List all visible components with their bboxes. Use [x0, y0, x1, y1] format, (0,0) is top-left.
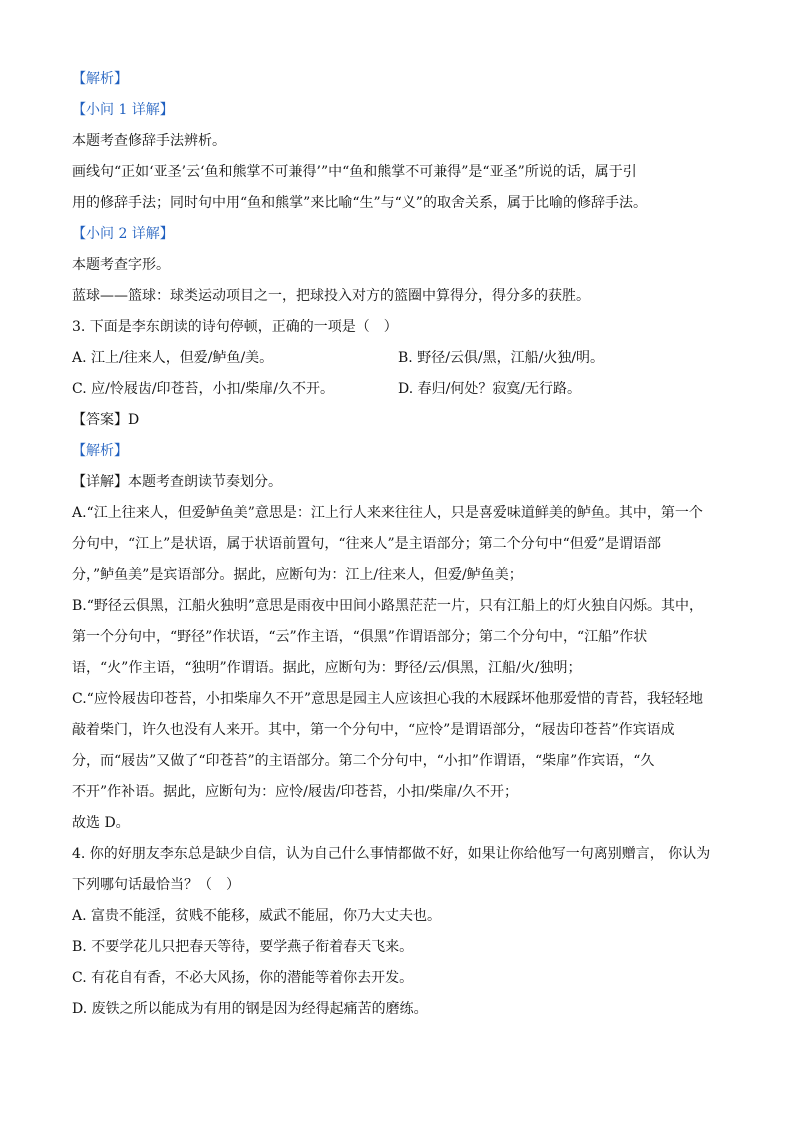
paragraph-line: 本题考查修辞手法辨析。: [72, 133, 226, 149]
paragraph-line: 蓝球——篮球：球类运动项目之一，把球投入对方的篮圈中算得分，得分多的获胜。: [72, 288, 590, 304]
detail-line: 分，而“屐齿”又做了“印苍苔”的主语部分。第二个分句中，“小扣”作谓语，“柴扉”作宾语，“久: [72, 753, 655, 769]
question-3-options-row-1: [72, 343, 724, 374]
question-3-option-c: C. 应/怜屐齿/印苍苔，小扣/柴扉/久不开。: [72, 381, 334, 397]
paragraph-line: 用的修辞手法；同时句中用“鱼和熊掌”来比喻“生”与“义”的取舍关系，属于比喻的修辞手法。: [72, 195, 647, 211]
detail-line: A.“江上往来人，但爱鲈鱼美”意思是：江上行人来来往往人，只是喜爱味道鲜美的鲈鱼。其中，第一个: [72, 505, 703, 521]
detail-line: 不开”作补语。据此，应断句为：应怜/屐齿/印苍苔，小扣/柴扉/久不开；: [72, 784, 519, 800]
detail-line: 分句中，“江上”是状语，属于状语前置句，“往来人”是主语部分；第二个分句中“但爱”是谓语部: [72, 536, 661, 552]
question-3-answer: 【答案】D: [72, 412, 140, 428]
question-3-option-d: D. 春归/何处？寂寞/无行路。: [398, 381, 582, 397]
detail-line: C.“应怜屐齿印苍苔，小扣柴扉久不开”意思是园主人应该担心我的木屐踩坏他那爱惜的青苔，我轻轻地: [72, 691, 703, 707]
sub-question-2-heading: 【小问 2 详解】: [72, 226, 174, 242]
question-4-option-c: C. 有花自有香，不必大风扬，你的潜能等着你去开发。: [72, 970, 414, 986]
detail-line: 分，”鲈鱼美”是宾语部分。据此，应断句为：江上/往来人，但爱/鲈鱼美；: [72, 567, 523, 583]
detail-line: 故选 D。: [72, 815, 130, 831]
question-3-options-row-2: [72, 374, 724, 405]
question-4-stem: 下列哪句话最恰当？（ ）: [72, 877, 240, 893]
detail-line: B.“野径云俱黑，江船火独明”意思是雨夜中田间小路黑茫茫一片，只有江船上的灯火独自闪烁。其中，: [72, 598, 704, 614]
paragraph-line: 本题考查字形。: [72, 257, 170, 273]
detail-line: 【详解】本题考查朗读节奏划分。: [72, 474, 282, 490]
question-4-option-a: A. 富贵不能淫，贫贱不能移，威武不能屈，你乃大丈夫也。: [72, 908, 442, 924]
detail-line: 语，“火”作主语，“独明”作谓语。据此，应断句为：野径/云/俱黑，江船/火/独明；: [72, 660, 582, 676]
detail-line: 敲着柴门，许久也没有人来开。其中，第一个分句中，“应怜”是谓语部分，“屐齿印苍苔”作宾语成: [72, 722, 675, 738]
sub-question-1-heading: 【小问 1 详解】: [72, 102, 174, 118]
question-4-option-b: B. 不要学花儿只把春天等待，要学燕子衔着春天飞来。: [72, 939, 414, 955]
analysis-heading: 【解析】: [72, 71, 128, 87]
question-3-option-b: B. 野径/云俱/黑，江船/火独/明。: [398, 350, 605, 366]
document-page: [72, 64, 724, 1025]
question-4-option-d: D. 废铁之所以能成为有用的钢是因为经得起痛苦的磨练。: [72, 1001, 428, 1017]
detail-line: 第一个分句中，“野径”作状语，“云”作主语，“俱黑”作谓语部分；第二个分句中，“江船”作状: [72, 629, 648, 645]
question-3-analysis-heading: 【解析】: [72, 443, 128, 459]
paragraph-line: 画线句“正如‘亚圣’云‘鱼和熊掌不可兼得’”中“鱼和熊掌不可兼得”是“亚圣”所说的话，属于引: [72, 164, 637, 180]
question-3-stem: 3. 下面是李东朗读的诗句停顿，正确的一项是（ ）: [72, 319, 398, 335]
question-4-stem: 4. 你的好朋友李东总是缺少自信，认为自己什么事情都做不好，如果让你给他写一句离别赠言， 你认为: [72, 846, 711, 862]
question-3-option-a: A. 江上/往来人，但爱/鲈鱼/美。: [72, 350, 274, 366]
